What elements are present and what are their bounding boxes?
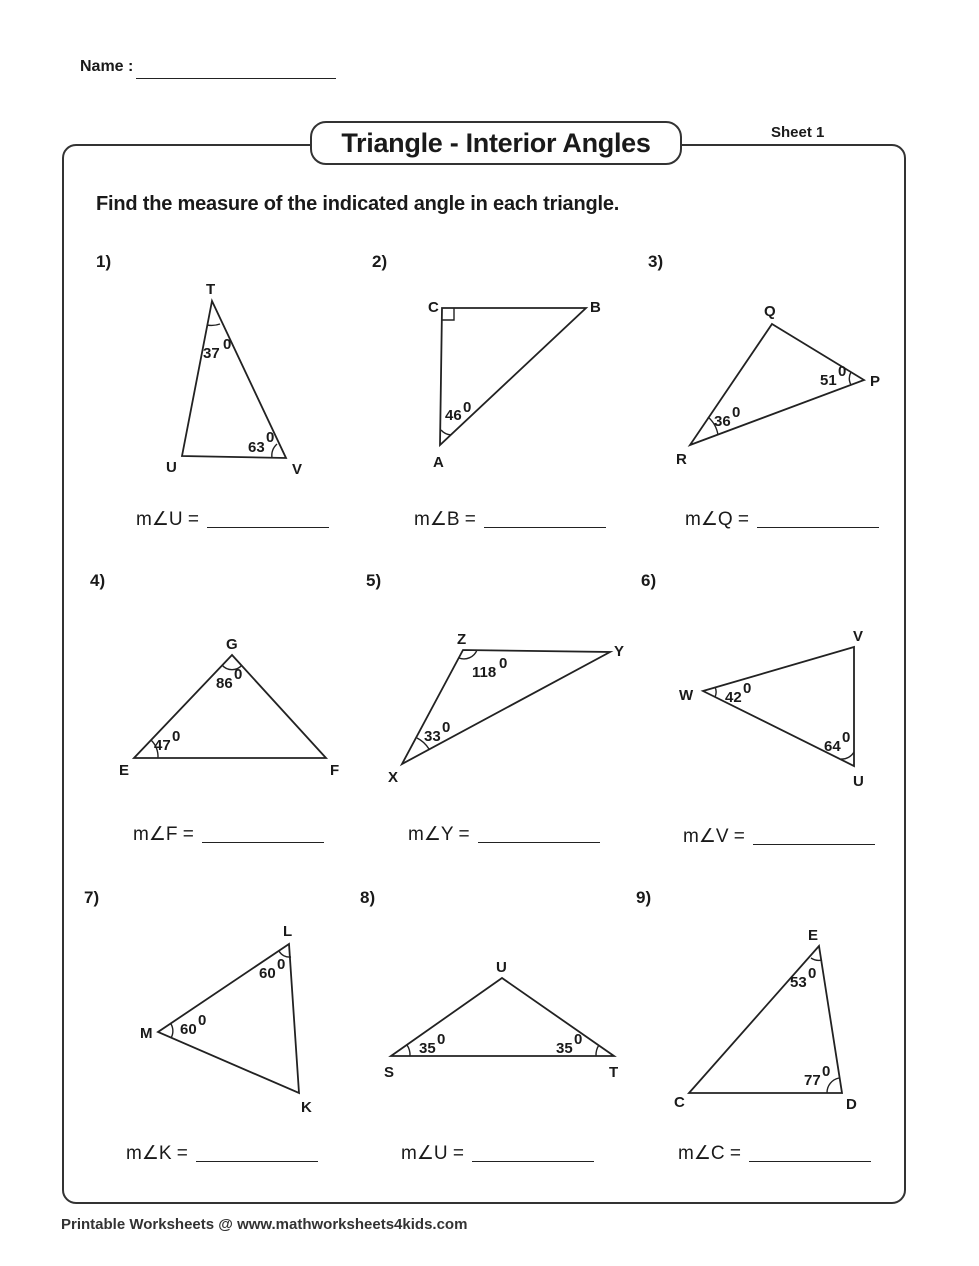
degree-mark: 0 xyxy=(223,336,232,353)
answer-blank[interactable] xyxy=(757,526,879,528)
triangle-figure xyxy=(372,252,622,492)
problem-4 xyxy=(90,571,340,871)
vertex-label: K xyxy=(301,1099,312,1116)
angle-label: 118 xyxy=(472,664,497,681)
angle-label: 63 xyxy=(248,439,265,456)
angle-arc xyxy=(715,687,716,697)
vertex-label: R xyxy=(676,451,687,468)
angle-label: 46 xyxy=(445,407,462,424)
answer-label: m∠V = xyxy=(683,826,745,847)
answer-blank[interactable] xyxy=(484,526,606,528)
answer-row xyxy=(685,508,879,531)
angle-label: 36 xyxy=(714,413,731,430)
triangle-figure xyxy=(84,888,334,1128)
answer-row xyxy=(683,825,875,848)
name-line[interactable] xyxy=(136,78,336,79)
vertex-label: A xyxy=(433,454,444,471)
answer-row xyxy=(678,1142,871,1165)
answer-blank[interactable] xyxy=(749,1160,871,1162)
vertex-label: B xyxy=(590,299,601,316)
answer-blank[interactable] xyxy=(202,841,324,843)
answer-blank[interactable] xyxy=(472,1160,594,1162)
answer-blank[interactable] xyxy=(207,526,329,528)
angle-label: 37 xyxy=(203,345,220,362)
answer-blank[interactable] xyxy=(196,1160,318,1162)
problem-number: 5) xyxy=(366,571,382,590)
vertex-label: M xyxy=(140,1025,153,1042)
vertex-label: U xyxy=(166,459,177,476)
answer-row xyxy=(126,1142,318,1165)
angle-arc xyxy=(171,1024,173,1038)
problem-8 xyxy=(360,888,619,1188)
degree-mark: 0 xyxy=(463,399,472,416)
triangle-figure xyxy=(96,252,346,492)
vertex-label: T xyxy=(206,281,216,298)
angle-label: 60 xyxy=(259,965,276,982)
angle-label: 64 xyxy=(824,738,841,755)
answer-label: m∠C = xyxy=(678,1143,741,1164)
angle-arc xyxy=(841,752,854,759)
triangle-figure xyxy=(636,888,886,1128)
answer-row xyxy=(408,823,600,846)
angle-label: 35 xyxy=(419,1040,436,1057)
problem-1 xyxy=(96,252,346,552)
problem-5 xyxy=(366,571,625,871)
vertex-label: L xyxy=(283,923,293,940)
vertex-label: S xyxy=(384,1064,395,1081)
angle-label: 47 xyxy=(154,737,171,754)
problem-number: 4) xyxy=(90,571,106,590)
angle-arc xyxy=(407,1045,410,1056)
degree-mark: 0 xyxy=(266,429,275,446)
vertex-label: V xyxy=(853,628,864,645)
degree-mark: 0 xyxy=(743,680,752,697)
angle-arc xyxy=(827,1078,839,1093)
vertex-label: W xyxy=(679,687,694,704)
worksheet-title xyxy=(310,121,682,165)
angle-arc xyxy=(849,372,851,385)
degree-mark: 0 xyxy=(808,965,817,982)
title-text: Triangle - Interior Angles xyxy=(341,127,651,158)
triangle xyxy=(440,308,586,445)
angle-label: 86 xyxy=(216,675,233,692)
vertex-label: E xyxy=(119,762,130,779)
degree-mark: 0 xyxy=(838,363,847,380)
vertex-label: Y xyxy=(614,643,625,660)
vertex-label: P xyxy=(870,373,881,390)
answer-row xyxy=(133,823,324,846)
problem-6 xyxy=(641,571,891,871)
triangle-figure xyxy=(366,571,625,811)
angle-label: 35 xyxy=(556,1040,573,1057)
angle-arc xyxy=(441,430,451,435)
problem-number: 6) xyxy=(641,571,657,590)
answer-label: m∠F = xyxy=(133,824,194,845)
problem-number: 3) xyxy=(648,252,664,271)
answer-label: m∠U = xyxy=(136,509,199,530)
name-label: Name : xyxy=(80,58,134,75)
vertex-label: G xyxy=(226,636,238,653)
vertex-label: U xyxy=(496,959,507,976)
angle-label: 51 xyxy=(820,372,837,389)
degree-mark: 0 xyxy=(277,956,286,973)
degree-mark: 0 xyxy=(437,1031,446,1048)
degree-mark: 0 xyxy=(234,666,243,683)
vertex-label: C xyxy=(674,1094,685,1111)
sheet-number: Sheet 1 xyxy=(771,124,825,141)
triangle-figure xyxy=(641,571,891,811)
angle-label: 53 xyxy=(790,974,807,991)
vertex-label: Q xyxy=(764,303,776,320)
vertex-label: D xyxy=(846,1096,857,1113)
right-angle-marker xyxy=(442,308,454,320)
problem-2 xyxy=(372,252,622,552)
problem-number: 9) xyxy=(636,888,652,907)
problem-number: 1) xyxy=(96,252,112,271)
answer-row xyxy=(401,1142,594,1165)
triangle-figure xyxy=(90,571,340,811)
degree-mark: 0 xyxy=(732,404,741,421)
problem-number: 7) xyxy=(84,888,100,907)
answer-label: m∠K = xyxy=(126,1143,188,1164)
degree-mark: 0 xyxy=(842,729,851,746)
triangle-figure xyxy=(360,888,619,1128)
angle-label: 33 xyxy=(424,728,441,745)
angle-arc xyxy=(207,324,220,325)
degree-mark: 0 xyxy=(198,1012,207,1029)
problem-number: 2) xyxy=(372,252,388,271)
degree-mark: 0 xyxy=(499,655,508,672)
answer-label: m∠Y = xyxy=(408,824,470,845)
answer-row xyxy=(414,508,606,531)
answer-blank[interactable] xyxy=(478,841,600,843)
degree-mark: 0 xyxy=(172,728,181,745)
degree-mark: 0 xyxy=(822,1063,831,1080)
angle-label: 77 xyxy=(804,1072,821,1089)
vertex-label: U xyxy=(853,773,864,790)
vertex-label: F xyxy=(330,762,340,779)
footer-credit: Printable Worksheets @ www.mathworksheets4kids.com xyxy=(61,1216,468,1233)
degree-mark: 0 xyxy=(574,1031,583,1048)
vertex-label: Z xyxy=(457,631,467,648)
vertex-label: C xyxy=(428,299,439,316)
answer-label: m∠Q = xyxy=(685,509,750,530)
degree-mark: 0 xyxy=(442,719,451,736)
answer-label: m∠B = xyxy=(414,509,476,530)
triangle xyxy=(689,946,842,1093)
vertex-label: V xyxy=(292,461,303,478)
angle-arc xyxy=(272,444,277,458)
problem-number: 8) xyxy=(360,888,376,907)
angle-label: 60 xyxy=(180,1021,197,1038)
problem-9 xyxy=(636,888,886,1188)
instructions: Find the measure of the indicated angle in each triangle. xyxy=(96,193,620,215)
answer-blank[interactable] xyxy=(753,843,875,845)
vertex-label: X xyxy=(388,769,399,786)
problem-7 xyxy=(84,888,334,1188)
vertex-label: T xyxy=(609,1064,619,1081)
problem-3 xyxy=(648,252,898,552)
triangle-figure xyxy=(648,252,898,492)
angle-arc xyxy=(596,1045,599,1056)
answer-row xyxy=(136,508,329,531)
answer-label: m∠U = xyxy=(401,1143,464,1164)
vertex-label: E xyxy=(808,927,819,944)
angle-label: 42 xyxy=(725,689,742,706)
